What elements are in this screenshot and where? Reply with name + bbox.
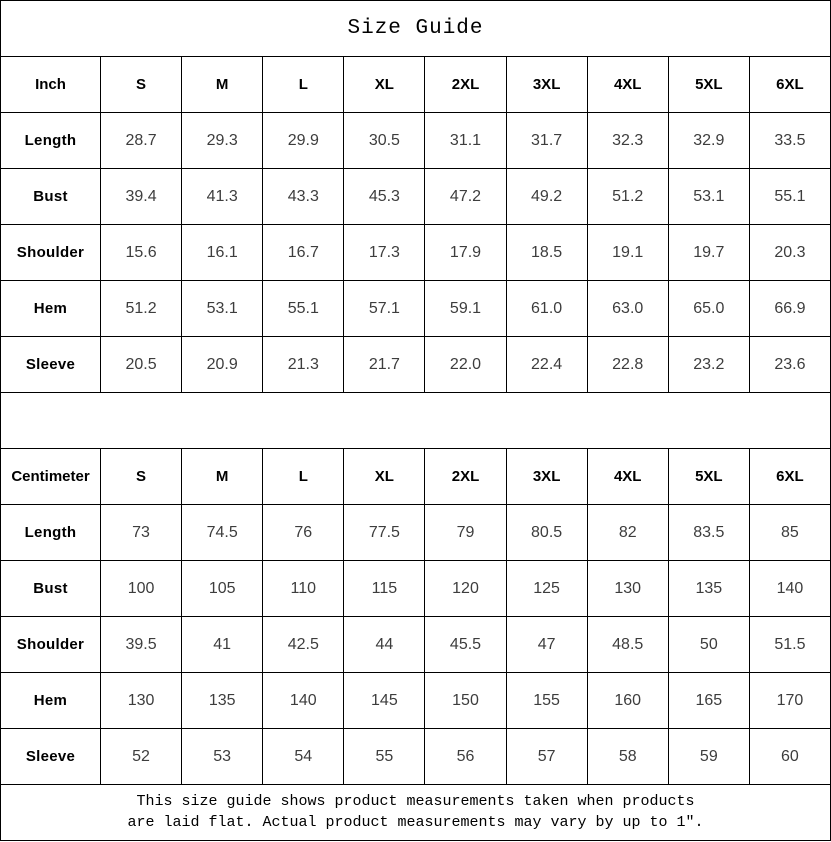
- measurement-value: 53.1: [668, 169, 749, 225]
- measurement-value: 23.6: [749, 337, 830, 393]
- measurement-value: 19.1: [587, 225, 668, 281]
- measurement-value: 130: [101, 673, 182, 729]
- measurement-value: 57.1: [344, 281, 425, 337]
- measurement-value: 20.5: [101, 337, 182, 393]
- measurement-value: 85: [749, 505, 830, 561]
- measurement-value: 135: [182, 673, 263, 729]
- measurement-value: 65.0: [668, 281, 749, 337]
- measurement-value: 19.7: [668, 225, 749, 281]
- measurement-value: 80.5: [506, 505, 587, 561]
- measurement-value: 66.9: [749, 281, 830, 337]
- measurement-value: 21.3: [263, 337, 344, 393]
- footer-note-line-1: This size guide shows product measurements taken when products: [136, 793, 695, 811]
- measurement-value: 76: [263, 505, 344, 561]
- size-column-header: L: [263, 57, 344, 113]
- row-label-hem: Hem: [1, 673, 101, 729]
- row-label-bust: Bust: [1, 561, 101, 617]
- measurement-value: 21.7: [344, 337, 425, 393]
- size-header-row: [1, 449, 831, 505]
- measurement-value: 120: [425, 561, 506, 617]
- measurement-value: 49.2: [506, 169, 587, 225]
- size-column-header: M: [182, 449, 263, 505]
- measurement-value: 110: [263, 561, 344, 617]
- measurement-value: 58: [587, 729, 668, 785]
- measurement-value: 23.2: [668, 337, 749, 393]
- size-column-header: XL: [344, 449, 425, 505]
- measurement-value: 59: [668, 729, 749, 785]
- measurement-value: 55.1: [263, 281, 344, 337]
- measurement-value: 54: [263, 729, 344, 785]
- measurement-row: [1, 169, 831, 225]
- measurement-row: [1, 337, 831, 393]
- measurement-row: [1, 673, 831, 729]
- measurement-value: 53.1: [182, 281, 263, 337]
- row-label-bust: Bust: [1, 169, 101, 225]
- measurement-value: 45.3: [344, 169, 425, 225]
- footer-note-line-2: are laid flat. Actual product measurements may vary by up to 1″.: [127, 813, 704, 831]
- table-gap-row: [1, 393, 831, 449]
- measurement-value: 55.1: [749, 169, 830, 225]
- measurement-value: 39.5: [101, 617, 182, 673]
- measurement-value: 28.7: [101, 113, 182, 169]
- measurement-value: 100: [101, 561, 182, 617]
- measurement-value: 44: [344, 617, 425, 673]
- measurement-value: 83.5: [668, 505, 749, 561]
- measurement-row: [1, 617, 831, 673]
- measurement-value: 47: [506, 617, 587, 673]
- measurement-value: 51.2: [101, 281, 182, 337]
- table-gap: [1, 393, 831, 449]
- measurement-value: 32.3: [587, 113, 668, 169]
- measurement-value: 63.0: [587, 281, 668, 337]
- unit-label-inch: Inch: [1, 57, 101, 113]
- measurement-value: 50: [668, 617, 749, 673]
- measurement-value: 51.2: [587, 169, 668, 225]
- measurement-value: 41.3: [182, 169, 263, 225]
- measurement-value: 61.0: [506, 281, 587, 337]
- measurement-value: 47.2: [425, 169, 506, 225]
- measurement-value: 43.3: [263, 169, 344, 225]
- measurement-value: 150: [425, 673, 506, 729]
- size-column-header: S: [101, 57, 182, 113]
- measurement-row: [1, 281, 831, 337]
- measurement-value: 45.5: [425, 617, 506, 673]
- measurement-value: 29.3: [182, 113, 263, 169]
- measurement-value: 82: [587, 505, 668, 561]
- measurement-value: 105: [182, 561, 263, 617]
- measurement-value: 57: [506, 729, 587, 785]
- size-column-header: L: [263, 449, 344, 505]
- title-row: [1, 1, 831, 57]
- measurement-row: [1, 113, 831, 169]
- row-label-hem: Hem: [1, 281, 101, 337]
- measurement-value: 170: [749, 673, 830, 729]
- measurement-value: 165: [668, 673, 749, 729]
- page-title: Size Guide: [1, 1, 831, 57]
- unit-label-centimeter: Centimeter: [1, 449, 101, 505]
- measurement-value: 33.5: [749, 113, 830, 169]
- measurement-value: 55: [344, 729, 425, 785]
- measurement-value: 16.7: [263, 225, 344, 281]
- size-column-header: 3XL: [506, 449, 587, 505]
- measurement-value: 73: [101, 505, 182, 561]
- measurement-value: 79: [425, 505, 506, 561]
- measurement-value: 17.9: [425, 225, 506, 281]
- measurement-value: 39.4: [101, 169, 182, 225]
- measurement-row: [1, 225, 831, 281]
- measurement-row: [1, 561, 831, 617]
- size-column-header: 5XL: [668, 449, 749, 505]
- measurement-value: 31.7: [506, 113, 587, 169]
- measurement-value: 18.5: [506, 225, 587, 281]
- row-label-length: Length: [1, 113, 101, 169]
- measurement-value: 160: [587, 673, 668, 729]
- size-column-header: S: [101, 449, 182, 505]
- measurement-value: 125: [506, 561, 587, 617]
- size-column-header: 2XL: [425, 449, 506, 505]
- measurement-value: 20.3: [749, 225, 830, 281]
- measurement-value: 22.0: [425, 337, 506, 393]
- size-column-header: 3XL: [506, 57, 587, 113]
- measurement-value: 155: [506, 673, 587, 729]
- size-column-header: 6XL: [749, 57, 830, 113]
- measurement-value: 59.1: [425, 281, 506, 337]
- size-header-row: [1, 57, 831, 113]
- row-label-sleeve: Sleeve: [1, 337, 101, 393]
- measurement-value: 22.4: [506, 337, 587, 393]
- measurement-value: 30.5: [344, 113, 425, 169]
- measurement-row: [1, 505, 831, 561]
- measurement-value: 17.3: [344, 225, 425, 281]
- footer-row: [1, 785, 831, 841]
- measurement-value: 115: [344, 561, 425, 617]
- measurement-value: 16.1: [182, 225, 263, 281]
- row-label-shoulder: Shoulder: [1, 225, 101, 281]
- measurement-value: 145: [344, 673, 425, 729]
- measurement-value: 22.8: [587, 337, 668, 393]
- measurement-value: 60: [749, 729, 830, 785]
- measurement-value: 140: [749, 561, 830, 617]
- size-column-header: XL: [344, 57, 425, 113]
- footer-note: [1, 785, 831, 841]
- measurement-value: 74.5: [182, 505, 263, 561]
- size-column-header: 4XL: [587, 449, 668, 505]
- measurement-value: 29.9: [263, 113, 344, 169]
- measurement-value: 52: [101, 729, 182, 785]
- measurement-value: 77.5: [344, 505, 425, 561]
- measurement-value: 51.5: [749, 617, 830, 673]
- row-label-length: Length: [1, 505, 101, 561]
- measurement-value: 32.9: [668, 113, 749, 169]
- size-column-header: 2XL: [425, 57, 506, 113]
- row-label-sleeve: Sleeve: [1, 729, 101, 785]
- measurement-value: 140: [263, 673, 344, 729]
- size-column-header: M: [182, 57, 263, 113]
- size-column-header: 6XL: [749, 449, 830, 505]
- measurement-value: 135: [668, 561, 749, 617]
- measurement-value: 15.6: [101, 225, 182, 281]
- size-guide-body: [1, 1, 831, 841]
- size-column-header: 5XL: [668, 57, 749, 113]
- measurement-value: 41: [182, 617, 263, 673]
- measurement-row: [1, 729, 831, 785]
- measurement-value: 53: [182, 729, 263, 785]
- row-label-shoulder: Shoulder: [1, 617, 101, 673]
- measurement-value: 130: [587, 561, 668, 617]
- measurement-value: 42.5: [263, 617, 344, 673]
- measurement-value: 56: [425, 729, 506, 785]
- measurement-value: 31.1: [425, 113, 506, 169]
- size-column-header: 4XL: [587, 57, 668, 113]
- measurement-value: 48.5: [587, 617, 668, 673]
- measurement-value: 20.9: [182, 337, 263, 393]
